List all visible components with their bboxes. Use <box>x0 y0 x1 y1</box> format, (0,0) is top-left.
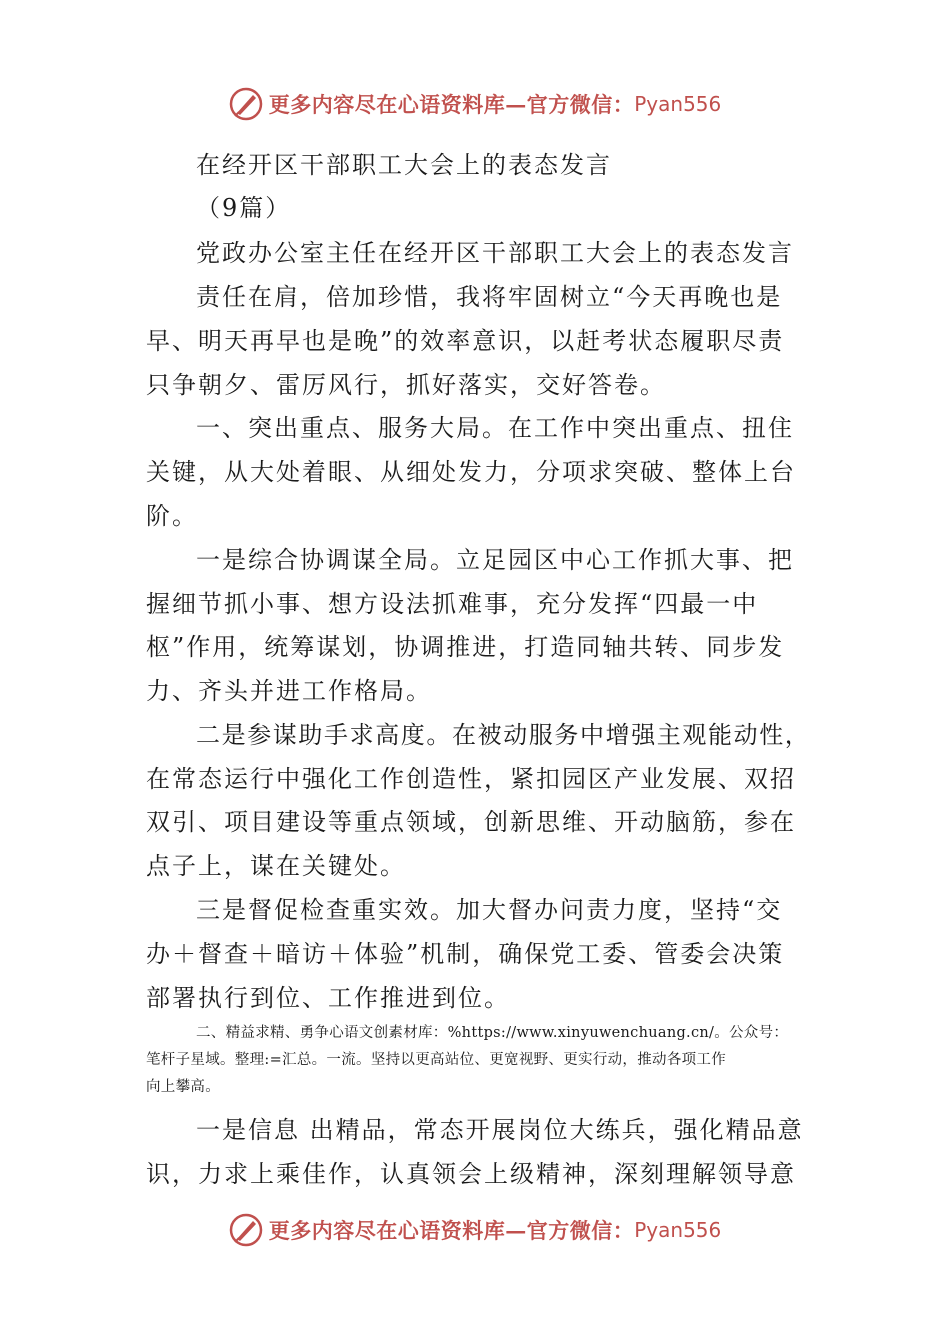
document-subtitle: 党政办公室主任在经开区干部职工大会上的表态发言 <box>196 239 794 267</box>
footer-banner <box>0 1210 950 1250</box>
paragraph-line: 阶。 <box>146 502 198 530</box>
header-banner <box>0 84 950 124</box>
document-title: 在经开区干部职工大会上的表态发言 <box>196 151 612 179</box>
paragraph-line: 早、明天再早也是晚”的效率意识，以赶考状态履职尽责 <box>146 327 785 355</box>
banner-text: 更多内容尽在心语资料库—官方微信： <box>268 1218 635 1243</box>
paragraph-line: 力、齐头并进工作格局。 <box>146 677 432 705</box>
paragraph-line: 只争朝夕、雷厉风行，抓好落实，交好答卷。 <box>146 371 666 399</box>
paragraph-line: 一是信息 出精品，常态开展岗位大练兵，强化精品意 <box>196 1116 804 1144</box>
paragraph-line: 二是参谋助手求高度。在被动服务中增强主观能动性， <box>196 721 811 749</box>
quill-logo-icon <box>229 1213 263 1247</box>
banner-wechat-id: Pyan556 <box>634 1218 722 1242</box>
paragraph-line: 点子上，谋在关键处。 <box>146 852 406 880</box>
paragraph-line: 责任在肩，倍加珍惜，我将牢固树立“今天再晚也是 <box>196 283 783 311</box>
paragraph-line: 三是督促检查重实效。加大督办问责力度，坚持“交 <box>196 896 783 924</box>
document-count: （9篇） <box>196 194 292 222</box>
paragraph-line: 部署执行到位、工作推进到位。 <box>146 984 510 1012</box>
banner-text: 更多内容尽在心语资料库—官方微信： <box>268 92 635 117</box>
paragraph-line: 一、突出重点、服务大局。在工作中突出重点、扭住 <box>196 414 794 442</box>
quill-logo-icon <box>229 87 263 121</box>
paragraph-line: 握细节抓小事、想方设法抓难事，充分发挥“四最一中 <box>146 590 759 618</box>
small-paragraph-line: 向上攀高。 <box>146 1079 220 1095</box>
small-paragraph-line: 二、精益求精、勇争心语文创素材库：%https://www.xinyuwenchuang.cn/。公众号： <box>196 1025 789 1041</box>
paragraph-line: 枢”作用，统筹谋划，协调推进，打造同轴共转、同步发 <box>146 633 785 661</box>
paragraph-line: 关键，从大处着眼、从细处发力，分项求突破、整体上台 <box>146 458 796 486</box>
paragraph-line: 双引、项目建设等重点领域，创新思维、开动脑筋，参在 <box>146 808 796 836</box>
banner-wechat-id: Pyan556 <box>634 92 722 116</box>
paragraph-line: 一是综合协调谋全局。立足园区中心工作抓大事、把 <box>196 546 794 574</box>
paragraph-line: 在常态运行中强化工作创造性，紧扣园区产业发展、双招 <box>146 765 796 793</box>
paragraph-line: 识，力求上乘佳作，认真领会上级精神，深刻理解领导意 <box>146 1160 796 1188</box>
paragraph-line: 办＋督查＋暗访＋体验”机制，确保党工委、管委会决策 <box>146 940 785 968</box>
small-paragraph-line: 笔杆子星域。整理:=汇总。一流。坚持以更高站位、更宽视野、更实行动，推动各项工作 <box>146 1052 727 1068</box>
